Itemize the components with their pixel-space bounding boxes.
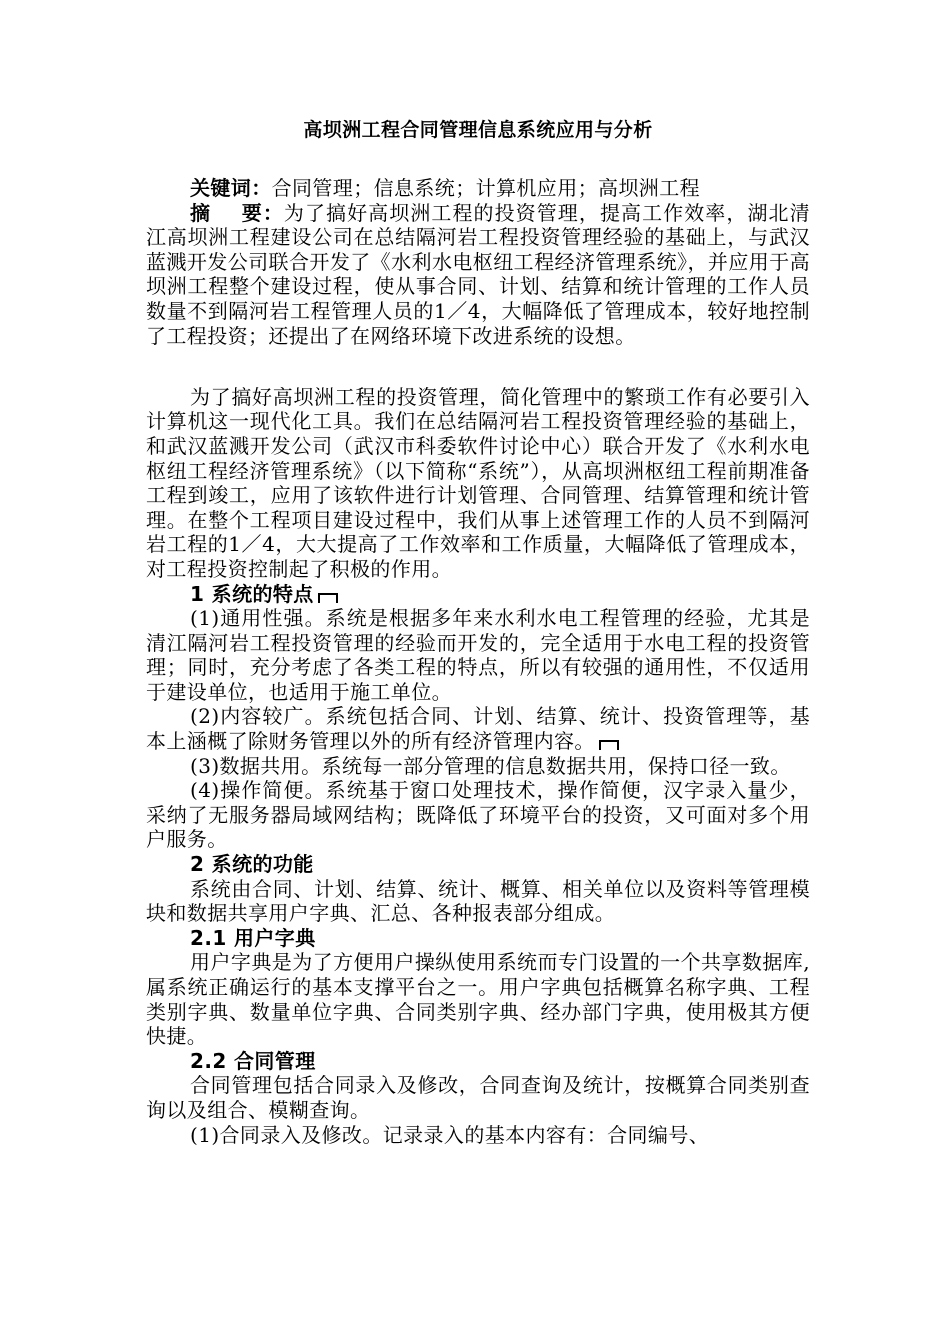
- section-1-item-3: (3)数据共用。系统每一部分管理的信息数据共用，保持口径一致。: [190, 753, 791, 778]
- document-title: 高坝洲工程合同管理信息系统应用与分析: [303, 119, 653, 141]
- section-2-1-paragraph: 用户字典是为了方便用户操纵使用系统而专门设置的一个共享数据库,属系统正确运行的基本支撑平台之一。用户字典包括概算名称字典、工程类别字典、数量单位字典、合同类别字典、经办部门字典，使用极其方便快捷。: [146, 950, 810, 1049]
- section-1-item-1: (1)通用性强。系统是根据多年来水利水电工程管理的经验，尤其是清江隔河岩工程投资管理的经验而开发的，完全适用于水电工程的投资管理；同时，充分考虑了各类工程的特点，所以有较强的通用性，不仅适用于建设单位，也适用于施工单位。: [146, 606, 810, 704]
- section-2-2-paragraph: 合同管理包括合同录入及修改，合同查询及统计，按概算合同类别查询以及组合、模糊查询。: [146, 1073, 810, 1122]
- abstract-label-part-a: 摘: [190, 200, 212, 225]
- document-page: [146, 118, 810, 1147]
- section-1-heading: [146, 582, 810, 607]
- intro-paragraph: 为了搞好高坝洲工程的投资管理，简化管理中的繁琐工作有必要引入计算机这一现代化工具。我们在总结隔河岩工程投资管理经验的基础上，和武汉蓝溅开发公司（武汉市科委软件讨论中心）联合开发了《水利水电枢纽工程经济管理系统》（以下简称“系统”），从高坝洲枢纽工程前期准备工程到竣工，应用了该软件进行计划管理、合同管理、结算管理和统计管理。在整个工程项目建设过程中，我们从事上述管理工作的人员不到隔河岩工程的1／4，大大提高了工作效率和工作质量，大幅降低了管理成本，对工程投资控制起了积极的作用。: [146, 384, 810, 581]
- abstract-paragraph: [146, 201, 810, 349]
- paragraph-spacer: [146, 348, 810, 373]
- abstract-label: [190, 201, 284, 225]
- section-2-1-heading: 2.1 用户字典: [190, 925, 316, 950]
- section-2-2-heading: 2.2 合同管理: [190, 1048, 316, 1073]
- revision-mark-icon: [318, 593, 338, 603]
- section-1-item-4: (4)操作简便。系统基于窗口处理技术，操作简便，汉字录入量少，采纳了无服务器局域网结构；既降低了环境平台的投资，又可面对多个用户服务。: [146, 778, 810, 852]
- abstract-label-part-b: 要：: [241, 200, 284, 225]
- abstract-text: 为了搞好高坝洲工程的投资管理，提高工作效率，湖北清江高坝洲工程建设公司在总结隔河岩工程投资管理经验的基础上，与武汉蓝溅开发公司联合开发了《水利水电枢纽工程经济管理系统》，并应用于高坝洲工程整个建设过程，使从事合同、计划、结算和统计管理的工作人员数量不到隔河岩工程管理人员的1／4，大幅降低了管理成本，较好地控制了工程投资；还提出了在网络环境下改进系统的设想。: [146, 200, 810, 348]
- keywords-label: 关键词：: [190, 176, 272, 200]
- keywords-text: 合同管理；信息系统；计算机应用；高坝洲工程: [271, 176, 701, 200]
- section-1-heading-text: 1 系统的特点: [190, 581, 314, 606]
- section-2-2-item-1: (1)合同录入及修改。记录录入的基本内容有：合同编号、: [190, 1122, 710, 1147]
- section-1-item-2-text: (2)内容较广。系统包括合同、计划、结算、统计、投资管理等，基本上涵概了除财务管理以外的所有经济管理内容。: [146, 704, 810, 754]
- paragraph-spacer: [146, 373, 810, 385]
- section-1-item-2: [146, 704, 810, 753]
- keywords-paragraph: [146, 176, 810, 201]
- section-2-paragraph: 系统由合同、计划、结算、统计、概算、相关单位以及资料等管理模块和数据共享用户字典、汇总、各种报表部分组成。: [146, 876, 810, 926]
- section-2-heading: 2 系统的功能: [190, 852, 314, 877]
- revision-mark-icon: [599, 740, 619, 750]
